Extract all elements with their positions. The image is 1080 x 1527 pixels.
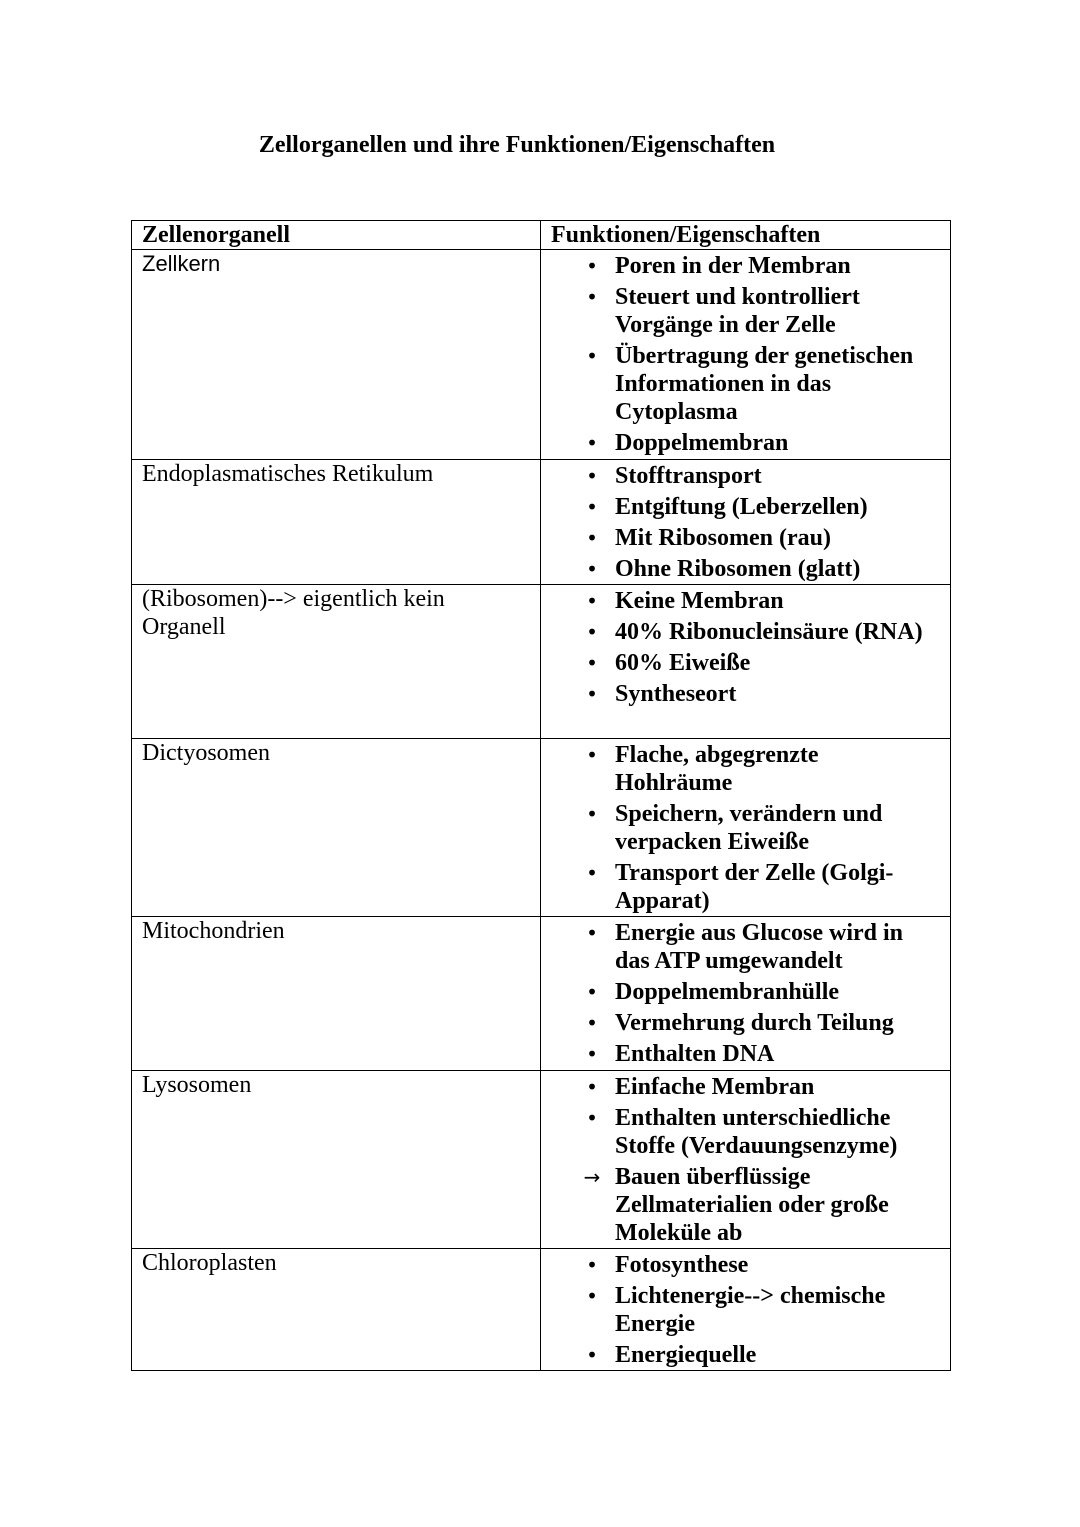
property-item [586,460,940,491]
property-text: Syntheseort [615,681,737,707]
property-text: Flache, abgegrenzte Hohlräume [615,742,819,796]
bullet-icon: • [586,1042,598,1066]
column-header-organelle: Zellenorganell [132,221,541,250]
property-text: Steuert und kontrolliert Vorgänge in der Zelle [615,284,860,338]
properties-list [551,739,940,916]
bullet-icon: • [586,495,598,519]
bullet-icon: • [586,1284,598,1308]
property-item [586,739,940,798]
bullet-icon: • [586,682,598,706]
organelle-table [131,220,951,1371]
bullet-icon: • [586,802,598,826]
bullet-icon: • [586,254,598,278]
property-text: Vermehrung durch Teilung [615,1010,894,1036]
organelle-name: Zellkern [132,250,541,460]
bullet-icon: • [586,743,598,767]
property-item [586,647,940,678]
bullet-icon: • [586,1075,598,1099]
property-item [586,678,940,709]
table-row [132,585,951,739]
property-item [586,522,940,553]
property-text: Entgiftung (Leberzellen) [615,494,868,520]
property-text: 40% Ribonucleinsäure (RNA) [615,619,923,645]
organelle-name: Lysosomen [132,1071,541,1249]
property-item [586,1038,940,1069]
bullet-icon: • [586,285,598,309]
property-item [586,1280,940,1339]
property-text: Doppelmembranhülle [615,979,840,1005]
properties-list [551,250,940,458]
property-item [586,340,940,427]
organelle-name: (Ribosomen)--> eigentlich kein Organell [132,585,541,739]
properties-cell [541,460,951,585]
property-text: Poren in der Membran [615,253,851,279]
property-text: Mit Ribosomen (rau) [615,525,831,551]
table-row [132,1071,951,1249]
property-text: Übertragung der genetischen Informationen in das Cytoplasma [615,343,914,425]
property-item [586,281,940,340]
property-item [586,976,940,1007]
property-item [586,1102,940,1161]
property-text: Stofftransport [615,463,762,489]
property-text: Einfache Membran [615,1074,815,1100]
bullet-icon: • [586,1253,598,1277]
bullet-icon: • [586,1106,598,1130]
bullet-icon: • [586,861,598,885]
table-row [132,1249,951,1371]
property-item [583,1161,940,1248]
property-text: Doppelmembran [615,430,789,456]
properties-list [551,460,940,584]
property-item [586,427,940,458]
property-item [586,857,940,916]
bullet-icon: • [586,526,598,550]
table-row [132,460,951,585]
property-text: Energiequelle [615,1342,757,1368]
property-item [586,1249,940,1280]
organelle-name: Mitochondrien [132,917,541,1071]
table-row [132,739,951,917]
bullet-icon: • [586,1343,598,1367]
property-text: Fotosynthese [615,1252,749,1278]
bullet-icon: • [586,589,598,613]
property-item [586,553,940,584]
property-item [586,1007,940,1038]
property-item [586,585,940,616]
organelle-name: Dictyosomen [132,739,541,917]
table-row [132,917,951,1071]
property-text: Keine Membran [615,588,784,614]
bullet-icon: • [586,344,598,368]
property-text: Bauen überflüssige Zellmaterialien oder große Moleküle ab [615,1164,889,1246]
property-item [586,491,940,522]
properties-list [551,1249,940,1370]
properties-cell [541,739,951,917]
property-item [586,798,940,857]
property-text: Enthalten unterschiedliche Stoffe (Verdauungsenzyme) [615,1105,898,1159]
table-header-row [132,221,951,250]
property-text: Ohne Ribosomen (glatt) [615,556,861,582]
table-row [132,250,951,460]
properties-cell [541,585,951,739]
property-item [586,616,940,647]
property-item [586,917,940,976]
bullet-icon: • [586,921,598,945]
properties-list [551,585,940,709]
property-text: Transport der Zelle (Golgi-Apparat) [615,860,894,914]
bullet-icon: • [586,620,598,644]
properties-cell [541,917,951,1071]
page-title: Zellorganellen und ihre Funktionen/Eigenschaften [258,132,776,158]
property-text: Energie aus Glucose wird in das ATP umgewandelt [615,920,904,974]
column-header-properties: Funktionen/Eigenschaften [541,221,951,250]
properties-cell [541,250,951,460]
bullet-icon: • [586,651,598,675]
arrow-right-icon: → [583,1165,601,1189]
bullet-icon: • [586,431,598,455]
bullet-icon: • [586,1011,598,1035]
bullet-icon: • [586,464,598,488]
property-text: Enthalten DNA [615,1041,775,1067]
properties-cell [541,1071,951,1249]
bullet-icon: • [586,557,598,581]
property-text: Speichern, verändern und verpacken Eiweiße [615,801,883,855]
property-item [586,1071,940,1102]
properties-cell [541,1249,951,1371]
properties-list [551,1071,940,1248]
properties-list [551,917,940,1069]
organelle-name: Chloroplasten [132,1249,541,1371]
bullet-icon: • [586,980,598,1004]
property-text: 60% Eiweiße [615,650,751,676]
property-item [586,1339,940,1370]
organelle-name: Endoplasmatisches Retikulum [132,460,541,585]
property-text: Lichtenergie--> chemische Energie [615,1283,886,1337]
property-item [586,250,940,281]
